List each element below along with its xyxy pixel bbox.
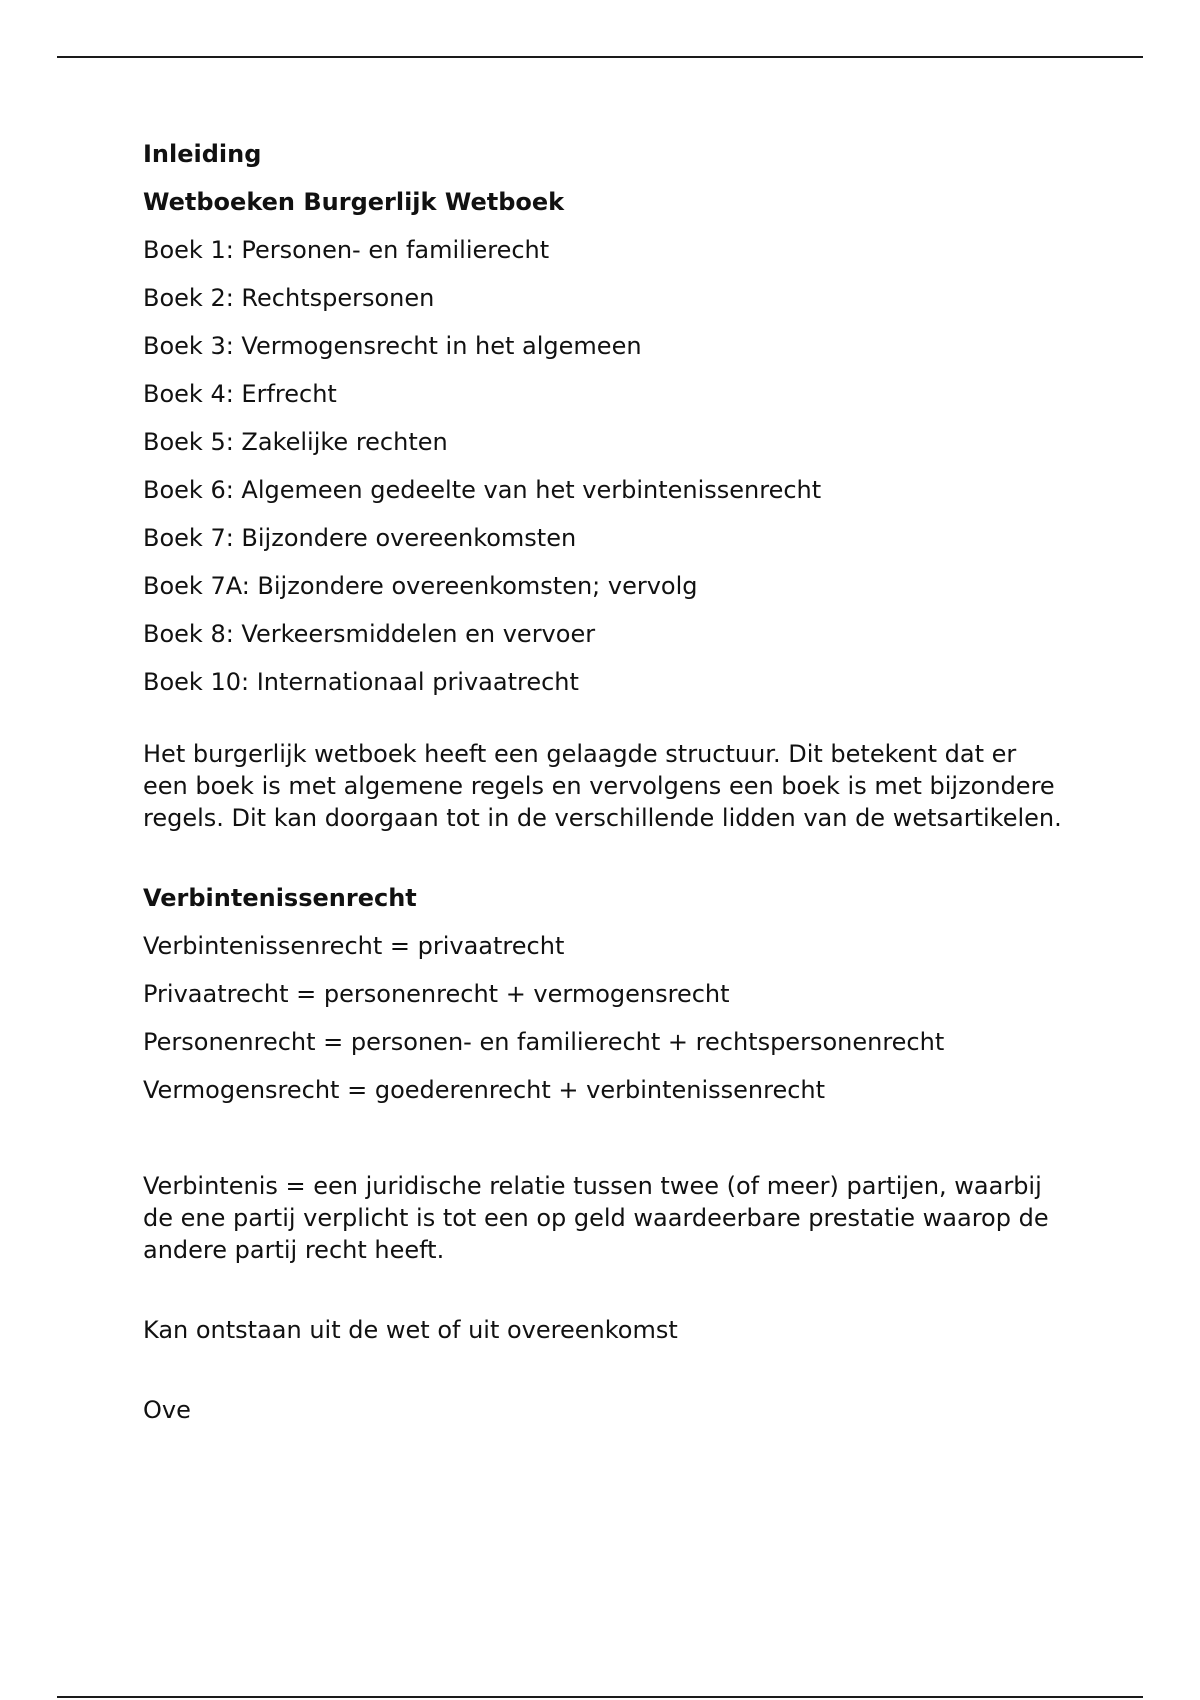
list-item: Boek 3: Vermogensrecht in het algemeen [143,332,642,360]
definition-paragraph: Verbintenis = een juridische relatie tussen twee (of meer) partijen, waarbij de ene partij verplicht is tot een op geld waardeerbare prestatie waarop de andere partij recht heeft. [143,1172,1049,1264]
verbintenissenrecht-heading: Verbintenissenrecht [143,884,417,912]
list-item: Boek 7: Bijzondere overeenkomsten [143,524,577,552]
list-item: Boek 4: Erfrecht [143,380,337,408]
list-item: Boek 2: Rechtspersonen [143,284,435,312]
wetboeken-subheading: Wetboeken Burgerlijk Wetboek [143,188,565,216]
truncated-line: Ove [143,1396,191,1424]
equation-line: Personenrecht = personen- en familierecht + rechtspersonenrecht [143,1028,945,1056]
document-body [143,138,1063,1426]
book-list [143,234,1063,698]
list-item: Boek 5: Zakelijke rechten [143,428,448,456]
bottom-rule [57,1696,1143,1698]
structure-paragraph: Het burgerlijk wetboek heeft een gelaagde structuur. Dit betekent dat er een boek is met algemene regels en vervolgens een boek is met bijzondere regels. Dit kan doorgaan tot in de verschillende lidden van de wetsartikelen. [143,740,1062,832]
list-item: Boek 10: Internationaal privaatrecht [143,668,579,696]
list-item: Boek 8: Verkeersmiddelen en vervoer [143,620,596,648]
origin-line: Kan ontstaan uit de wet of uit overeenkomst [143,1316,678,1344]
equation-line: Vermogensrecht = goederenrecht + verbintenissenrecht [143,1076,826,1104]
intro-heading: Inleiding [143,140,262,168]
top-rule [57,56,1143,58]
list-item: Boek 1: Personen- en familierecht [143,236,550,264]
equation-line: Verbintenissenrecht = privaatrecht [143,932,565,960]
equation-line: Privaatrecht = personenrecht + vermogensrecht [143,980,730,1008]
list-item: Boek 7A: Bijzondere overeenkomsten; vervolg [143,572,698,600]
list-item: Boek 6: Algemeen gedeelte van het verbintenissenrecht [143,476,822,504]
